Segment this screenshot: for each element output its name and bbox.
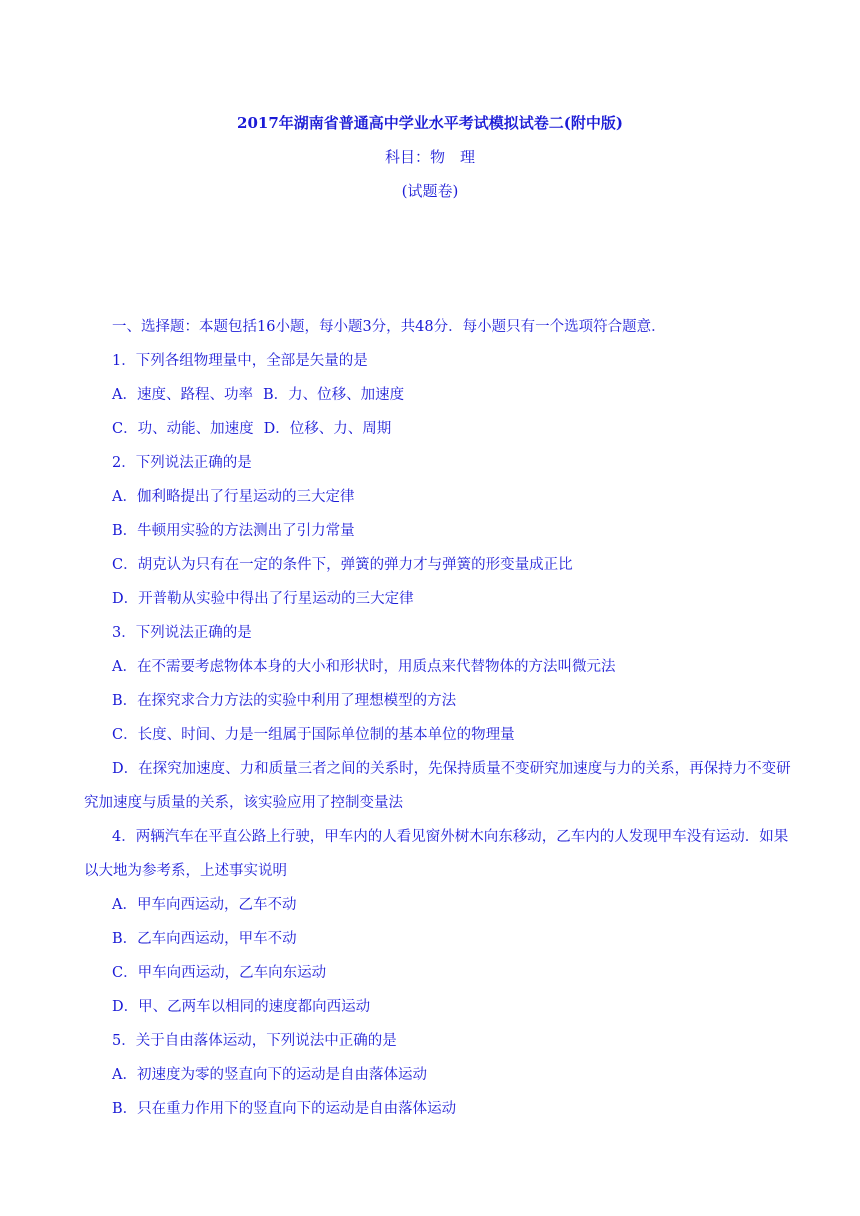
question-5-option-a: A．初速度为零的竖直向下的运动是自由落体运动 [112,1067,427,1083]
question-5-stem: 5．关于自由落体运动，下列说法中正确的是 [112,1033,397,1049]
question-1-option-a: A．速度、路程、功率 [112,387,253,403]
question-3-option-d: D．在探究加速度、力和质量三者之间的关系时，先保持质量不变研究加速度与力的关系，再保持力不变研究加速度与质量的关系，该实验应用了控制变量法 [84,761,791,811]
question-3-stem: 3．下列说法正确的是 [112,625,252,641]
paper-type-label: (试题卷) [401,182,459,200]
question-3-option-c: C．长度、时间、力是一组属于国际单位制的基本单位的物理量 [112,727,515,743]
question-4-option-c: C．甲车向西运动，乙车向东运动 [112,965,327,981]
question-3-option-a: A．在不需要考虑物体本身的大小和形状时，用质点来代替物体的方法叫微元法 [112,659,616,675]
exam-title: 2017年湖南省普通高中学业水平考试模拟试卷二(附中版) [237,114,623,132]
question-3-option-b: B．在探究求合力方法的实验中利用了理想模型的方法 [112,693,457,709]
question-2-option-c: C．胡克认为只有在一定的条件下，弹簧的弹力才与弹簧的形变量成正比 [112,557,573,573]
question-4-option-d: D．甲、乙两车以相同的速度都向西运动 [112,999,371,1015]
question-1-options-row-2 [84,412,796,446]
question-2-option-a: A．伽利略提出了行星运动的三大定律 [112,489,355,505]
exam-subject: 科目：物 理 [384,148,475,166]
question-2-option-b: B．牛顿用实验的方法测出了引力常量 [112,523,355,539]
question-2-option-d: D．开普勒从实验中得出了行星运动的三大定律 [112,591,414,607]
question-2-stem: 2．下列说法正确的是 [112,455,252,471]
question-1-option-c: C．功、动能、加速度 [112,421,254,437]
question-content [84,310,796,1126]
question-5-option-b: B．只在重力作用下的竖直向下的运动是自由落体运动 [112,1101,457,1117]
question-1-option-d: D．位移、力、周期 [263,421,392,437]
question-1-stem: 1．下列各组物理量中，全部是矢量的是 [112,353,368,369]
question-4-option-a: A．甲车向西运动，乙车不动 [112,897,297,913]
question-4-option-b: B．乙车向西运动，甲车不动 [112,931,297,947]
question-1-option-b: B．力、位移、加速度 [262,387,405,403]
section-heading: 一、选择题：本题包括16小题，每小题3分，共48分．每小题只有一个选项符合题意． [112,319,666,335]
question-1-options-row-1 [84,378,796,412]
question-4-stem: 4．两辆汽车在平直公路上行驶，甲车内的人看见窗外树木向东移动，乙车内的人发现甲车没有运动．如果以大地为参考系，上述事实说明 [84,829,789,879]
